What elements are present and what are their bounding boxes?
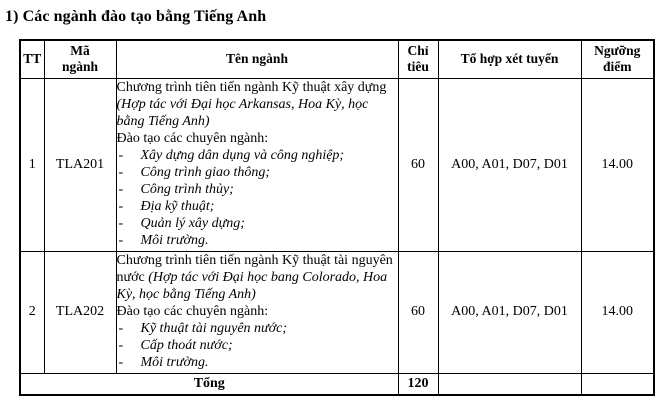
cell-ten-nganh <box>116 78 398 251</box>
dash-bullet: - <box>118 198 124 214</box>
total-label: Tổng <box>20 373 398 395</box>
program-description <box>117 79 398 130</box>
header-nguong-diem-line2: điểm <box>603 59 632 75</box>
section-title: 1) Các ngành đào tạo bằng Tiếng Anh <box>5 8 267 25</box>
header-ma-nganh <box>44 40 116 78</box>
total-empty-to-hop <box>438 373 581 395</box>
major-list-item <box>117 320 398 337</box>
program-note: (Hợp tác với Đại học bang Colorado, Hoa Kỳ, học bằng Tiếng Anh) <box>116 269 388 302</box>
cell-ma-nganh: TLA202 <box>44 251 116 373</box>
header-ten-nganh <box>116 40 398 78</box>
cell-tt: 2 <box>20 251 44 373</box>
header-tt <box>20 40 44 78</box>
dash-bullet: - <box>118 320 124 336</box>
dash-bullet: - <box>118 354 124 370</box>
header-chi-tieu-line2: tiêu <box>407 59 429 75</box>
total-value: 120 <box>398 373 438 395</box>
majors-label: Đào tạo các chuyên ngành: <box>116 303 269 319</box>
header-chi-tieu <box>398 40 438 78</box>
header-ma-nganh-line2: ngành <box>61 59 99 75</box>
dash-bullet: - <box>118 181 124 197</box>
total-empty-nguong-diem <box>581 373 654 395</box>
major-text: Cấp thoát nước; <box>140 337 233 353</box>
cell-chi-tieu: 60 <box>398 251 438 373</box>
major-list-item <box>117 164 398 181</box>
header-ten-nganh-label: Tên ngành <box>226 51 288 67</box>
major-list-item <box>117 215 398 232</box>
table-header-row <box>20 40 654 78</box>
major-text: Địa kỹ thuật; <box>140 198 215 214</box>
header-to-hop-label: Tổ hợp xét tuyển <box>460 51 559 67</box>
header-tt-label: TT <box>23 51 42 67</box>
dash-bullet: - <box>118 215 124 231</box>
total-row <box>20 373 654 395</box>
dash-bullet: - <box>118 232 124 248</box>
table-row-tla202 <box>20 251 654 373</box>
table-row-tla201 <box>20 78 654 251</box>
dash-bullet: - <box>118 147 124 163</box>
major-text: Kỹ thuật tài nguyên nước; <box>140 320 288 336</box>
program-note: (Hợp tác với Đại học Arkansas, Hoa Kỳ, học bằng Tiếng Anh) <box>116 96 369 129</box>
majors-label: Đào tạo các chuyên ngành: <box>116 130 269 146</box>
cell-ten-nganh <box>116 251 398 373</box>
major-text: Công trình thủy; <box>140 181 234 197</box>
header-nguong-diem <box>581 40 654 78</box>
header-nguong-diem-line1: Ngưỡng <box>594 43 641 59</box>
cell-tt: 1 <box>20 78 44 251</box>
admissions-table <box>19 39 655 396</box>
program-description <box>117 252 398 303</box>
program-title: Chương trình tiên tiến ngành Kỹ thuật tài nguyên nước <box>116 252 393 285</box>
cell-chi-tieu: 60 <box>398 78 438 251</box>
header-to-hop <box>438 40 581 78</box>
major-text: Xây dựng dân dụng và công nghiệp; <box>140 147 345 163</box>
major-list-item <box>117 232 398 249</box>
major-list-item <box>117 147 398 164</box>
major-list-item <box>117 337 398 354</box>
cell-nguong-diem: 14.00 <box>581 251 654 373</box>
header-chi-tieu-line1: Chỉ <box>407 43 429 59</box>
major-text: Quản lý xây dựng; <box>140 215 245 231</box>
cell-nguong-diem: 14.00 <box>581 78 654 251</box>
cell-ma-nganh: TLA201 <box>44 78 116 251</box>
major-text: Môi trường. <box>140 232 209 248</box>
header-ma-nganh-line1: Mã <box>70 43 90 59</box>
major-list-item <box>117 198 398 215</box>
major-text: Môi trường. <box>140 354 209 370</box>
major-text: Công trình giao thông; <box>140 164 271 180</box>
cell-to-hop: A00, A01, D07, D01 <box>438 78 581 251</box>
major-list-item <box>117 181 398 198</box>
program-title: Chương trình tiên tiến ngành Kỹ thuật xây dựng <box>116 79 387 95</box>
dash-bullet: - <box>118 164 124 180</box>
major-list-item <box>117 354 398 371</box>
dash-bullet: - <box>118 337 124 353</box>
cell-to-hop: A00, A01, D07, D01 <box>438 251 581 373</box>
